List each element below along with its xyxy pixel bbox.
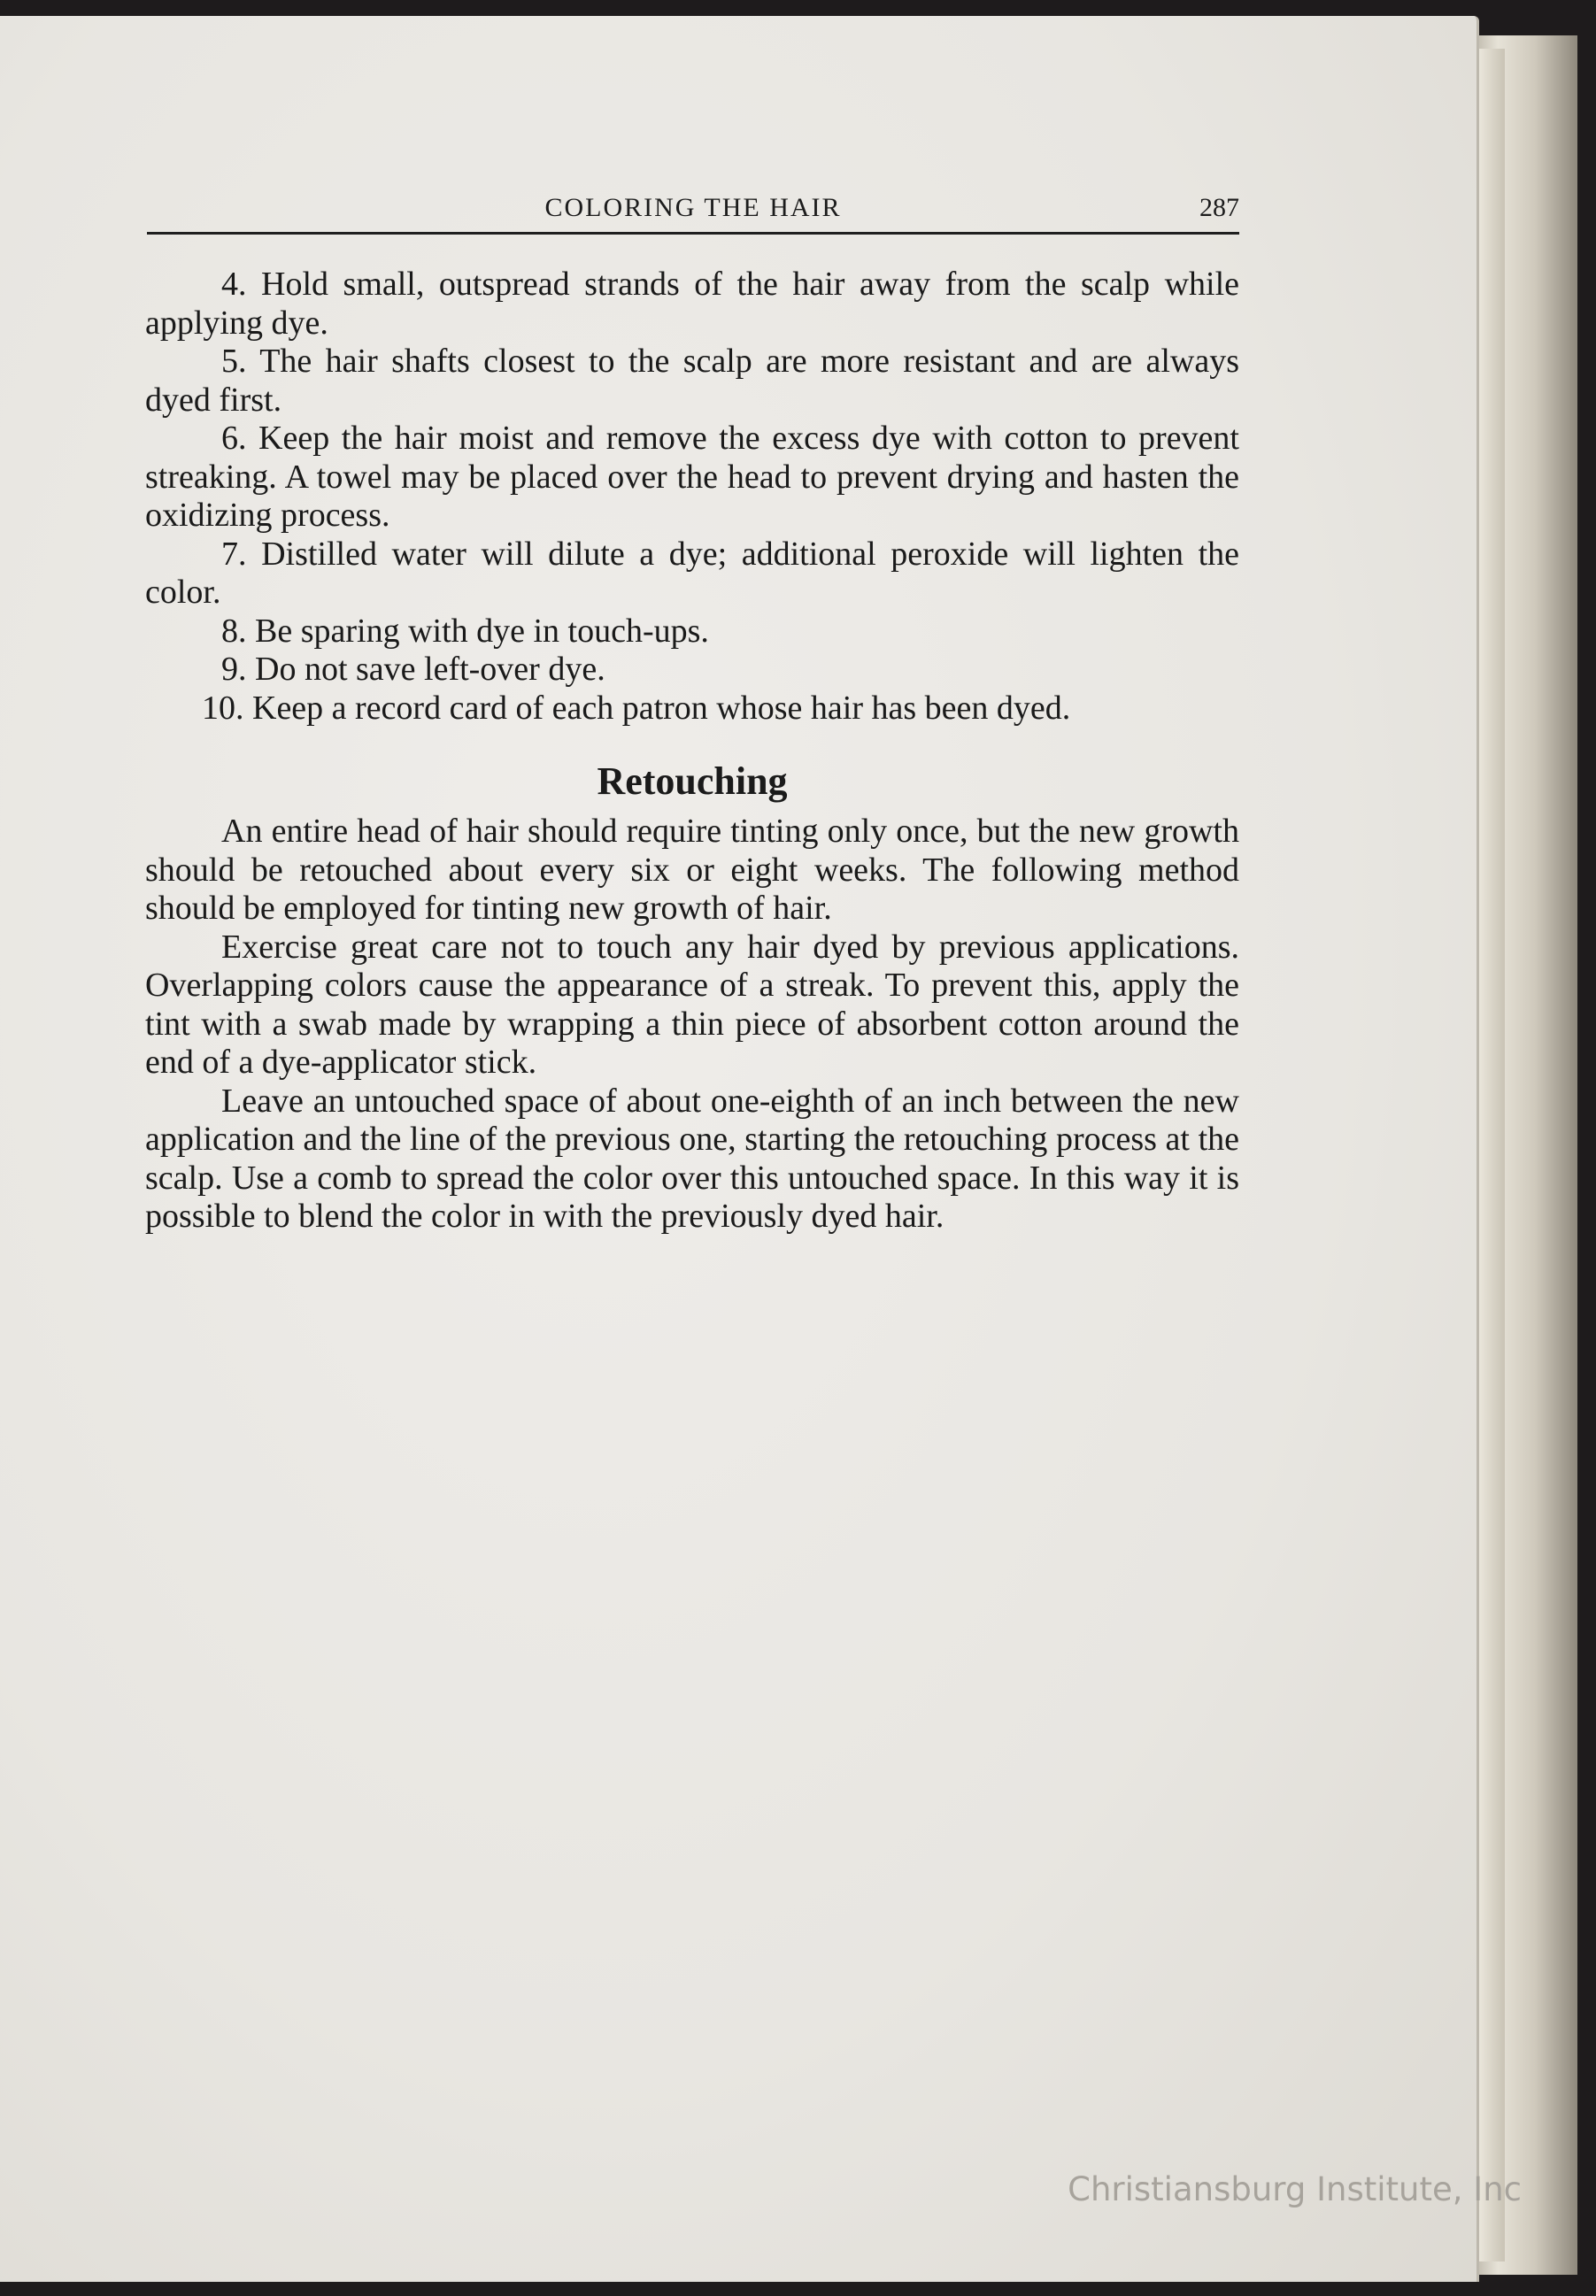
page-number: 287 [1199, 193, 1239, 222]
list-item-7: 7. Distilled water will dilute a dye; additional peroxide will lighten the color. [145, 535, 1239, 611]
paragraph: Leave an untouched space of about one-eighth of an inch between the new application and the line of the previous one, starting the retouching process at the scalp. Use a comb to spread the color over this untouched space. In this way it is possible to blend the color in with the previously dyed hair. [145, 1082, 1239, 1235]
book-page [0, 16, 1479, 2282]
list-item-5: 5. The hair shafts closest to the scalp are more resistant and are always dyed first. [145, 343, 1239, 419]
list-item-9: 9. Do not save left-over dye. [221, 651, 605, 688]
list-item-4: 4. Hold small, outspread strands of the hair away from the scalp while applying dye. [145, 266, 1239, 342]
paragraph: An entire head of hair should require tinting only once, but the new growth should be retouched about every six or eight weeks. The following method should be employed for tinting new growth of hair. [145, 813, 1239, 927]
section-heading: Retouching [597, 759, 788, 803]
paragraph: Exercise great care not to touch any hair dyed by previous applications. Overlapping colors cause the appearance of a streak. To prevent this, apply the tint with a swab made by wrapping a thin piece of absorbent cotton around the end of a dye-applicator stick. [145, 928, 1239, 1081]
body-text [145, 266, 1239, 1237]
list-item-6: 6. Keep the hair moist and remove the excess dye with cotton to prevent streaking. A towel may be placed over the head to prevent drying and hasten the oxidizing process. [145, 420, 1239, 534]
running-title: COLORING THE HAIR [544, 193, 842, 222]
running-header [147, 189, 1239, 235]
list-item-8: 8. Be sparing with dye in touch-ups. [221, 612, 709, 650]
watermark: Christiansburg Institute, Inc [1068, 2170, 1522, 2208]
list-item-10: 10. Keep a record card of each patron whose hair has been dyed. [202, 689, 1071, 727]
